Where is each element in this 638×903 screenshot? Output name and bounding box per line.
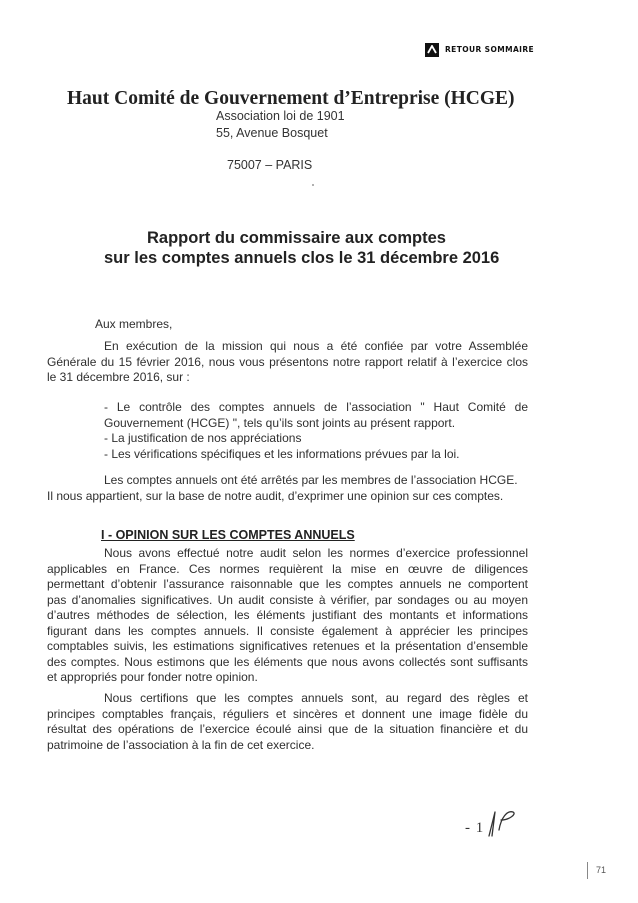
audit-line-8: des comptes. Nous estimons que les éléments que nous avons collectés sont suffisants <box>47 654 528 669</box>
report-title-line-2: sur les comptes annuels clos le 31 décembre 2016 <box>104 249 500 267</box>
report-title-line-1: Rapport du commissaire aux comptes <box>147 229 446 247</box>
scanned-page-number: - 1 <box>465 820 485 836</box>
audit-line-9: et appropriés pour fonder notre opinion. <box>47 670 258 684</box>
section-heading: I - OPINION SUR LES COMPTES ANNUELS <box>101 528 355 542</box>
audit-line-3: permettant d’obtenir l’assurance raisonnable que les comptes annuels ne comportent <box>47 577 528 591</box>
audit-line-6: figurant dans les comptes annuels. Il consiste également à apprécier les principes <box>47 623 528 638</box>
salutation: Aux membres, <box>95 317 173 331</box>
certification-line-3: résultat des opérations de l’exercice écoulé ainsi que de la situation financière et du <box>47 722 528 736</box>
folio-number: 71 <box>596 865 607 875</box>
intro-line-2: Générale du 15 février 2016, nous vous présentons notre rapport relatif à l’exercice clos <box>47 354 528 369</box>
responsibility-line-2: Il nous appartient, sur la base de notre audit, d’exprimer une opinion sur ces comptes. <box>47 488 504 503</box>
audit-line-4: pas d’anomalies significatives. Un audit consiste à vérifier, par sondages ou au moyen <box>47 592 528 607</box>
certification-line-2: principes comptables français, réguliers et sincères et donnent une image fidèle du <box>47 706 528 721</box>
responsibility-line-1: Les comptes annuels ont été arrêtés par les membres de l’association HCGE. <box>104 473 518 487</box>
street-address: 55, Avenue Bosquet <box>216 126 328 140</box>
bullet-line-3: - La justification de nos appréciations <box>104 431 302 445</box>
scan-speck <box>312 184 314 186</box>
organization-title: Haut Comité de Gouvernement d’Entreprise (HCGE) <box>67 88 515 109</box>
bullet-line-1: - Le contrôle des comptes annuels de l’association " Haut Comité de <box>104 400 528 414</box>
certification-line-4: patrimoine de l’association à la fin de cet exercice. <box>47 737 315 752</box>
audit-line-7: comptables suivis, les estimations significatives retenues et la présentation d’ensemble <box>47 639 528 653</box>
retour-sommaire-label: RETOUR SOMMAIRE <box>445 45 535 54</box>
city-address: 75007 – PARIS <box>227 158 313 172</box>
audit-line-2: applicables en France. Ces normes requièrent la mise en œuvre de diligences <box>47 561 528 576</box>
intro-line-3: le 31 décembre 2016, sur : <box>47 370 190 384</box>
bullet-line-4: - Les vérifications spécifiques et les informations prévues par la loi. <box>104 446 460 461</box>
bullet-line-2: Gouvernement (HCGE) ", tels qu’ils sont joints au présent rapport. <box>104 415 456 430</box>
audit-line-5: d’autres méthodes de sélection, les éléments justifiant des montants et informations <box>47 608 528 622</box>
association-type: Association loi de 1901 <box>216 109 345 123</box>
intro-line-1: En exécution de la mission qui nous a été confiée par votre Assemblée <box>104 339 528 353</box>
certification-line-1: Nous certifions que les comptes annuels sont, au regard des règles et <box>104 691 528 705</box>
audit-line-1: Nous avons effectué notre audit selon les normes d’exercice professionnel <box>104 546 528 560</box>
folio-divider <box>587 862 588 879</box>
handwritten-initials-signature <box>483 806 519 840</box>
